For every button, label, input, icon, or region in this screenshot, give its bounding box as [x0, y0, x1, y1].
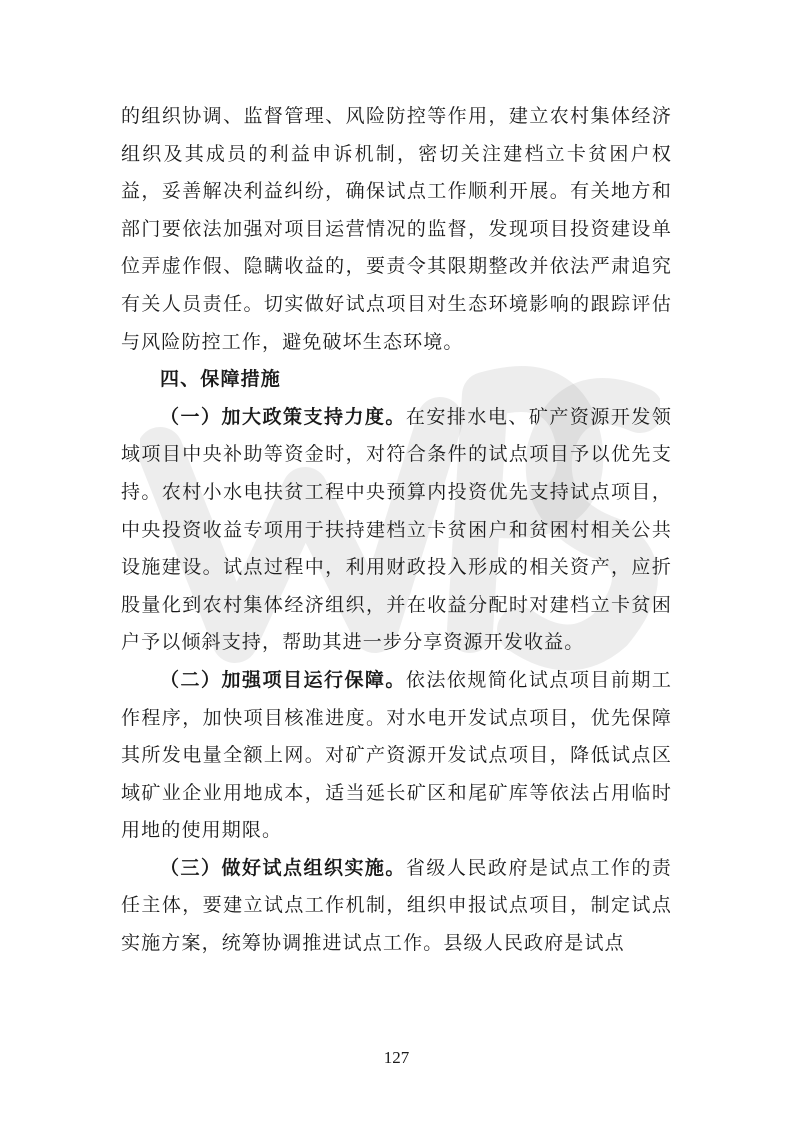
policy-item-1-title: （一）加大政策支持力度。	[160, 405, 406, 428]
section-heading: 四、保障措施	[160, 368, 281, 391]
policy-item-1-text: 在安排水电、矿产资源开发领域项目中央补助等资金时，对符合条件的试点项目予以优先支持。农村小水电扶贫工程中央预算内投资优先支持试点项目，中央投资收益专项用于扶持建档立卡贫困户和贫困村相关公共设施建设。试点过程中，利用财政投入形成的相关资产，应折股量化到农村集体经济组织，并在收益分配时对建档立卡贫困户予以倾斜支持，帮助其进一步分享资源开发收益。	[121, 405, 672, 654]
policy-item-2-text: 依法依规简化试点项目前期工作程序，加快项目核准进度。对水电开发试点项目，优先保障其所发电量全额上网。对矿产资源开发试点项目，降低试点区域矿业企业用地成本，适当延长矿区和尾矿库等依法占用临时用地的使用期限。	[121, 668, 672, 842]
policy-item-1	[121, 399, 672, 662]
policy-item-3-title: （三）做好试点组织实施。	[160, 856, 406, 879]
policy-item-3	[121, 850, 672, 963]
policy-item-2-title: （二）加强项目运行保障。	[160, 668, 406, 691]
policy-item-2	[121, 662, 672, 850]
policy-item-3-text: 省级人民政府是试点工作的责任主体，要建立试点工作机制，组织申报试点项目，制定试点实施方案，统筹协调推进试点工作。县级人民政府是试点	[121, 856, 672, 955]
document-body	[121, 98, 672, 963]
paragraph-continuation: 的组织协调、监督管理、风险防控等作用，建立农村集体经济组织及其成员的利益申诉机制，密切关注建档立卡贫困户权益，妥善解决利益纠纷，确保试点工作顺利开展。有关地方和部门要依法加强对项目运营情况的监督，发现项目投资建设单位弄虚作假、隐瞒收益的，要责令其限期整改并依法严肃追究有关人员责任。切实做好试点项目对生态环境影响的跟踪评估与风险防控工作，避免破坏生态环境。	[121, 105, 672, 353]
page-number: 127	[383, 1048, 410, 1067]
